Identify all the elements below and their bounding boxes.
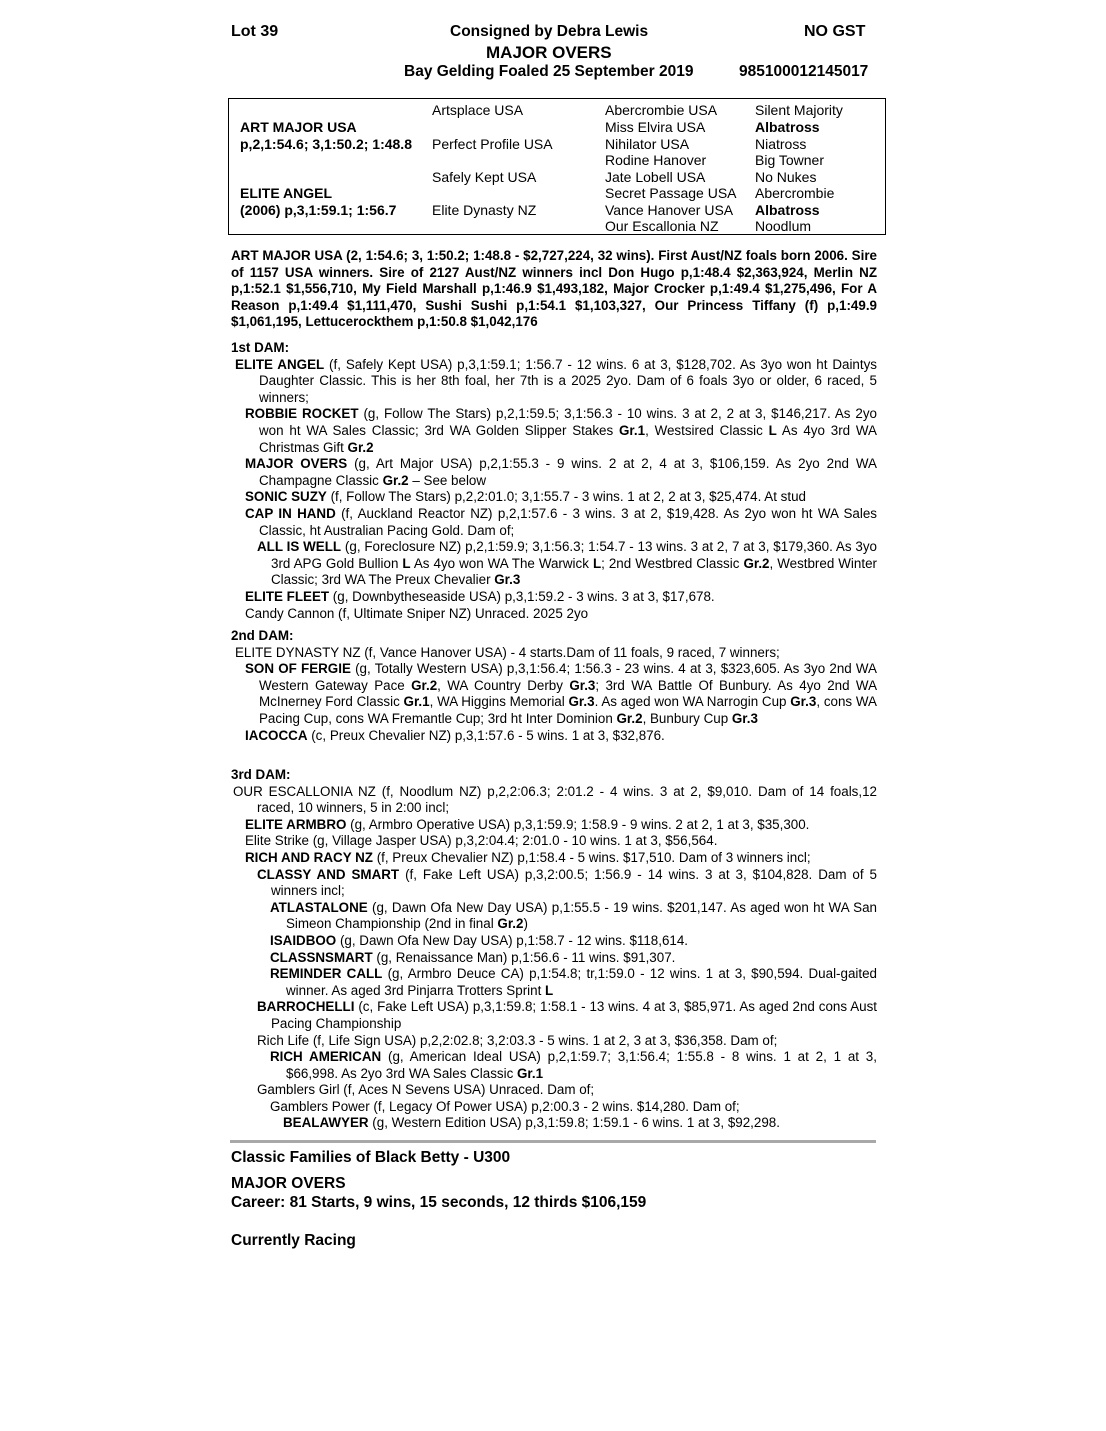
list-item: IACOCCA (c, Preux Chevalier NZ) p,3,1:57.6 - 5 wins. 1 at 3, $32,876. bbox=[245, 727, 665, 743]
pedigree-g3: Abercrombie USA bbox=[605, 102, 718, 118]
pedigree-sire-sire: Artsplace USA bbox=[432, 102, 524, 118]
second-dam-heading: 2nd DAM: bbox=[231, 628, 294, 643]
pedigree-g3: Our Escallonia NZ bbox=[605, 218, 719, 234]
list-item: RICH AND RACY NZ (f, Preux Chevalier NZ) p,1:58.4 - 5 wins. $17,510. Dam of 3 winners incl; bbox=[245, 849, 811, 865]
list-item: Candy Cannon (f, Ultimate Sniper NZ) Unraced. 2025 2yo bbox=[245, 605, 589, 621]
sire-summary: ART MAJOR USA (2, 1:54.6; 3, 1:50.2; 1:48.8 - $2,727,224, 32 wins). First Aust/NZ foals born 2006. Sire of 1157 USA winners. Sire of 2127 Aust/NZ winners incl Don Hugo p,1:48.4 $2,363,924, Merlin NZ p,1:52.1 $1,556,710, My Field Marshall p,1:46.9 $1,493,182, Major Crocker p,1:49.4 $1,275,496, For A Reason p,1:49.4 $1,111,470, Sushi Sushi p,1:54.1 $1,103,327, Our Princess Tiffany (f) p,1:49.9 $1,061,195, Lettucerockthem p,1:50.8 $1,042,176 bbox=[231, 248, 877, 330]
pedigree-g4: Niatross bbox=[755, 136, 807, 152]
pedigree-g4: Noodlum bbox=[755, 218, 812, 234]
list-item: OUR ESCALLONIA NZ (f, Noodlum NZ) p,2,2:06.3; 2:01.2 - 4 wins. 3 at 2, $9,010. Dam of 14 foals,12 raced, 10 winners, 5 in 2:00 incl; bbox=[233, 783, 877, 816]
list-item: ELITE DYNASTY NZ (f, Vance Hanover USA) - 4 starts.Dam of 11 foals, 9 raced, 7 winners; bbox=[235, 644, 780, 660]
list-item: BARROCHELLI (c, Fake Left USA) p,3,1:59.8; 1:58.1 - 13 wins. 4 at 3, $85,971. As aged 2nd cons Aust Pacing Championship bbox=[257, 999, 877, 1031]
pedigree-g3: Secret Passage USA bbox=[605, 185, 737, 201]
pedigree-g4: Big Towner bbox=[755, 152, 825, 168]
list-item: ISAIDBOO (g, Dawn Ofa New Day USA) p,1:58.7 - 12 wins. $118,614. bbox=[270, 932, 689, 948]
list-item: REMINDER CALL (g, Armbro Deuce CA) p,1:54.8; tr,1:59.0 - 12 wins. 1 at 3, $90,594. Dual-gaited winner. As aged 3rd Pinjarra Trotters Sprint L bbox=[270, 966, 877, 998]
list-item: ALL IS WELL (g, Foreclosure NZ) p,2,1:59.9; 3,1:56.3; 1:54.7 - 13 wins. 3 at 2, 7 at 3, $179,360. As 3yo 3rd APG Gold Bullion L As 4yo won WA The Warwick L; 2nd Westbred Classic Gr.2, Westbred Winter Classic; 3rd WA The Preux Chevalier Gr.3 bbox=[257, 539, 877, 588]
first-dam-section bbox=[231, 340, 877, 622]
list-item: CLASSY AND SMART (f, Fake Left USA) p,3,2:00.5; 1:56.9 - 14 wins. 3 at 3, $104,828. Dam of 5 winners incl; bbox=[257, 866, 877, 899]
list-item: Rich Life (f, Life Sign USA) p,2,2:02.8; 3,2:03.3 - 5 wins. 1 at 2, 3 at 3, $36,358. Dam of; bbox=[257, 1032, 778, 1048]
pedigree-g4: No Nukes bbox=[755, 169, 817, 185]
career-horse-name: MAJOR OVERS bbox=[231, 1175, 346, 1192]
list-item: Gamblers Power (f, Legacy Of Power USA) p,2:00.3 - 2 wins. $14,280. Dam of; bbox=[270, 1098, 740, 1114]
first-dam-heading: 1st DAM: bbox=[231, 340, 290, 355]
consignor: Consigned by Debra Lewis bbox=[450, 23, 649, 40]
pedigree-g4: Abercrombie bbox=[755, 185, 835, 201]
list-item: SONIC SUZY (f, Follow The Stars) p,2,2:01.0; 3,1:55.7 - 3 wins. 1 at 2, 2 at 3, $25,474. At stud bbox=[245, 489, 806, 505]
pedigree-g3: Vance Hanover USA bbox=[605, 202, 734, 218]
horse-description: Bay Gelding Foaled 25 September 2019 bbox=[404, 63, 694, 80]
list-item: SON OF FERGIE (g, Totally Western USA) p,3,1:56.4; 1:56.3 - 23 wins. 4 at 3, $323,605. As 3yo 2nd WA Western Gateway Pace Gr.2, WA Country Derby Gr.3; 3rd WA Battle Of Bunbury. As 4yo 2nd WA McInerney Ford Classic Gr.1, WA Higgins Memorial Gr.3. As aged won WA Narrogin Cup Gr.3, cons WA Pacing Cup, cons WA Fremantle Cup; 3rd ht Inter Dominion Gr.2, Bunbury Cup Gr.3 bbox=[245, 661, 877, 726]
list-item: ROBBIE ROCKET (g, Follow The Stars) p,2,1:59.5; 3,1:56.3 - 10 wins. 3 at 2, 2 at 3, $146,217. As 2yo won ht WA Sales Classic; 3rd WA Golden Slipper Stakes Gr.1, Westsired Classic L As 4yo 3rd WA Christmas Gift Gr.2 bbox=[245, 406, 877, 455]
gst-status: NO GST bbox=[804, 23, 866, 40]
list-item: Gamblers Girl (f, Aces N Sevens USA) Unraced. Dam of; bbox=[257, 1082, 595, 1098]
list-item: RICH AMERICAN (g, American Ideal USA) p,2,1:59.7; 3,1:56.4; 1:55.8 - 8 wins. 1 at 2, 1 at 3, $66,998. As 2yo 3rd WA Sales Classic Gr.1 bbox=[270, 1049, 877, 1081]
racing-status: Currently Racing bbox=[231, 1232, 356, 1249]
lot-number: Lot 39 bbox=[231, 23, 279, 40]
pedigree-dam-dam: Elite Dynasty NZ bbox=[432, 202, 537, 218]
family-line: Classic Families of Black Betty - U300 bbox=[231, 1149, 511, 1166]
section-divider bbox=[230, 1140, 876, 1143]
list-item: Elite Strike (g, Village Jasper USA) p,3,2:04.4; 2:01.0 - 10 wins. 1 at 3, $56,564. bbox=[245, 833, 718, 849]
pedigree-sire: ART MAJOR USA bbox=[240, 119, 357, 135]
pedigree-g4: Albatross bbox=[755, 202, 820, 218]
list-item: MAJOR OVERS (g, Art Major USA) p,2,1:55.3 - 9 wins. 2 at 2, 4 at 3, $106,159. As 2yo 2nd WA Champagne Classic Gr.2 – See below bbox=[245, 456, 877, 488]
list-item: ELITE FLEET (g, Downbytheseaside USA) p,3,1:59.2 - 3 wins. 3 at 3, $17,678. bbox=[245, 588, 715, 604]
list-item: CLASSNSMART (g, Renaissance Man) p,1:56.6 - 11 wins. $91,307. bbox=[270, 949, 676, 965]
horse-title: MAJOR OVERS bbox=[486, 43, 612, 62]
third-dam-heading: 3rd DAM: bbox=[231, 767, 291, 782]
pedigree-g3: Miss Elvira USA bbox=[605, 119, 706, 135]
pedigree-dam-record: (2006) p,3,1:59.1; 1:56.7 bbox=[240, 202, 397, 218]
list-item: ATLASTALONE (g, Dawn Ofa New Day USA) p,1:55.5 - 19 wins. $201,147. As aged won ht WA San Simeon Championship (2nd in final Gr.2) bbox=[270, 899, 877, 932]
pedigree-g3: Jate Lobell USA bbox=[605, 169, 706, 185]
pedigree-dam: ELITE ANGEL bbox=[240, 185, 333, 201]
pedigree-table bbox=[228, 98, 886, 235]
pedigree-sire-record: p,2,1:54.6; 3,1:50.2; 1:48.8 bbox=[240, 136, 412, 152]
list-item: ELITE ARMBRO (g, Armbro Operative USA) p,3,1:59.9; 1:58.9 - 9 wins. 2 at 2, 1 at 3, $35,300. bbox=[245, 816, 810, 832]
pedigree-g3: Rodine Hanover bbox=[605, 152, 707, 168]
pedigree-g4: Silent Majority bbox=[755, 102, 843, 118]
career-summary: Career: 81 Starts, 9 wins, 15 seconds, 12 thirds $106,159 bbox=[231, 1194, 647, 1211]
pedigree-g4: Albatross bbox=[755, 119, 820, 135]
pedigree-dam-sire: Safely Kept USA bbox=[432, 169, 537, 185]
third-dam-section bbox=[231, 767, 877, 1132]
pedigree-sire-dam: Perfect Profile USA bbox=[432, 136, 553, 152]
second-dam-section bbox=[231, 628, 877, 744]
microchip-number: 985100012145017 bbox=[739, 63, 869, 80]
list-item: CAP IN HAND (f, Auckland Reactor NZ) p,2,1:57.6 - 3 wins. 3 at 2, $19,428. As 2yo won ht WA Sales Classic, ht Australian Pacing Gold. Dam of; bbox=[245, 505, 877, 538]
list-item: BEALAWYER (g, Western Edition USA) p,3,1:59.8; 1:59.1 - 6 wins. 1 at 3, $92,298. bbox=[283, 1115, 780, 1131]
pedigree-g3: Nihilator USA bbox=[605, 136, 690, 152]
list-item: ELITE ANGEL (f, Safely Kept USA) p,3,1:59.1; 1:56.7 - 12 wins. 6 at 3, $128,702. As 3yo won ht Daintys Daughter Classic. This is her 8th foal, her 7th is a 2025 2yo. Dam of 6 foals 3yo or older, 6 raced, 5 winners; bbox=[235, 356, 877, 405]
